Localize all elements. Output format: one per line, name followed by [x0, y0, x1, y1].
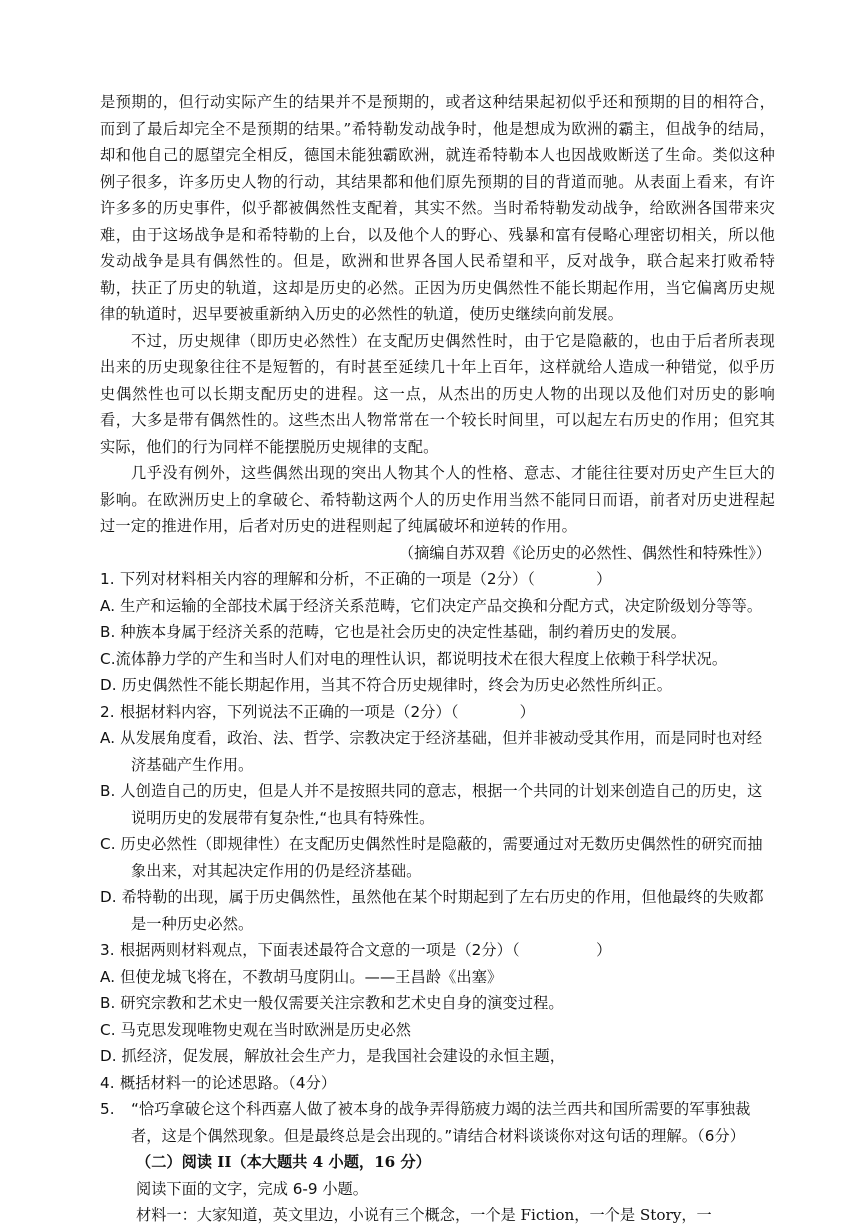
question-2-text: 根据材料内容，下列说法不正确的一项是（2分）（ ）: [120, 702, 535, 721]
question-2: [100, 699, 775, 726]
question-3-option-c: C. 马克思发现唯物史观在当时欧洲是历史必然: [100, 1020, 412, 1039]
section-2-heading: （二）阅读 II（本大题共 4 小题，16 分）: [136, 1153, 431, 1171]
question-2-option-b: B. 人创造自己的历史，但是人并不是按照共同的意志，根据一个共同的计划来创造自己的历史，这说明历史的发展带有复杂性,“也具有特殊性。: [100, 782, 763, 827]
question-1-text: 下列对材料相关内容的理解和分析，不正确的一项是（2分）（ ）: [120, 570, 612, 588]
question-1-option-a: A. 生产和运输的全部技术属于经济关系范畴，它们决定产品交换和分配方式，决定阶级划分等等。: [100, 596, 763, 615]
passage-source: （摘编自苏双碧《论历史的必然性、偶然性和特殊性》）: [398, 543, 771, 562]
passage-paragraph-3: 几乎没有例外，这些偶然出现的突出人物其个人的性格、意志、才能往往要对历史产生巨大的影响。在欧洲历史上的拿破仑、希特勒这两个人的历史作用当然不能同日而语，前者对历史进程起过一定的推进作用，后者对历史的进程则起了纯属破坏和逆转的作用。: [100, 464, 775, 535]
question-3-number: 3.: [100, 941, 115, 959]
question-2-option-a: A. 从发展角度看，政治、法、哲学、宗教决定于经济基础，但并非被动受其作用，而是同时也对经济基础产生作用。: [100, 729, 763, 774]
question-5-number: 5.: [100, 1100, 115, 1118]
material-1-text: 材料一：大家知道，英文里边，小说有三个概念，一个是 Fiction，一个是 Story，一: [136, 1206, 712, 1224]
question-1-option-d: D. 历史偶然性不能长期起作用，当其不符合历史规律时，终会为历史必然性所纠正。: [100, 676, 672, 694]
question-3: [100, 937, 775, 964]
question-3-option-d: D. 抓经济，促发展，解放社会生产力，是我国社会建设的永恒主题，: [100, 1047, 565, 1065]
question-4-text: 概括材料一的论述思路。（4分）: [120, 1073, 337, 1092]
question-3-option-a: A. 但使龙城飞将在，不教胡马度阴山。——王昌龄《出塞》: [100, 967, 503, 986]
question-2-option-d: D. 希特勒的出现，属于历史偶然性，虽然他在某个时期起到了左右历史的作用，但他最终的失败都是一种历史必然。: [100, 888, 764, 933]
question-2-number: 2.: [100, 702, 115, 721]
question-4-number: 4.: [100, 1073, 115, 1092]
passage-paragraph-1: 是预期的，但行动实际产生的结果并不是预期的，或者这种结果起初似乎还和预期的目的相符合，而到了最后却完全不是预期的结果。”希特勒发动战争时，他是想成为欧洲的霸主，但战争的结局，却和他自己的愿望完全相反，德国未能独霸欧洲，就连希特勒本人也因战败断送了生命。类似这种例子很多，许多历史人物的行动，其结果都和他们原先预期的目的背道而驰。从表面上看来，有许许多多的历史事件，似乎都被偶然性支配着，其实不然。当时希特勒发动战争，给欧洲各国带来灾难，由于这场战争是和希特勒的上台，以及他个人的野心、残暴和富有侵略心理密切相关，所以他发动战争是具有偶然性的。但是，欧洲和世界各国人民希望和平，反对战争，联合起来打败希特勒，扶正了历史的轨道，这却是历史的必然。正因为历史偶然性不能长期起作用，当它偏离历史规律的轨道时，迟早要被重新纳入历史的必然性的轨道，使历史继续向前发展。: [100, 93, 775, 323]
section-2-instruction: 阅读下面的文字，完成 6-9 小题。: [136, 1179, 368, 1198]
exam-page: [100, 89, 775, 1229]
question-2-option-c: C. 历史必然性（即规律性）在支配历史偶然性时是隐蔽的，需要通过对无数历史偶然性的研究而抽象出来，对其起决定作用的仍是经济基础。: [100, 835, 763, 880]
question-4: [100, 1070, 775, 1097]
question-5: [100, 1096, 775, 1149]
question-1-option-c: C.流体静力学的产生和当时人们对电的理性认识，都说明技术在很大程度上依赖于科学状况。: [100, 649, 728, 668]
question-3-text: 根据两则材料观点，下面表述最符合文意的一项是（2分）（ ）: [120, 941, 612, 959]
question-1: [100, 566, 775, 593]
question-1-number: 1.: [100, 570, 115, 588]
question-3-option-b: B. 研究宗教和艺术史一般仅需要关注宗教和艺术史自身的演变过程。: [100, 994, 564, 1012]
question-1-option-b: B. 种族本身属于经济关系的范畴，它也是社会历史的决定性基础，制约着历史的发展。: [100, 623, 687, 641]
question-5-text: “恰巧拿破仑这个科西嘉人做了被本身的战争弄得筋疲力竭的法兰西共和国所需要的军事独裁者，这是个偶然现象。但是最终总是会出现的。”请结合材料谈谈你对这句话的理解。（6分）: [131, 1100, 751, 1145]
passage-paragraph-2: 不过，历史规律（即历史必然性）在支配历史偶然性时，由于它是隐蔽的，也由于后者所表现出来的历史现象往往不是短暂的，有时甚至延续几十年上百年，这样就给人造成一种错觉，似乎历史偶然性也可以长期支配历史的进程。这一点，从杰出的历史人物的出现以及他们对历史的影响看，大多是带有偶然性的。这些杰出人物常常在一个较长时间里，可以起左右历史的作用；但究其实际，他们的行为同样不能摆脱历史规律的支配。: [100, 331, 775, 456]
